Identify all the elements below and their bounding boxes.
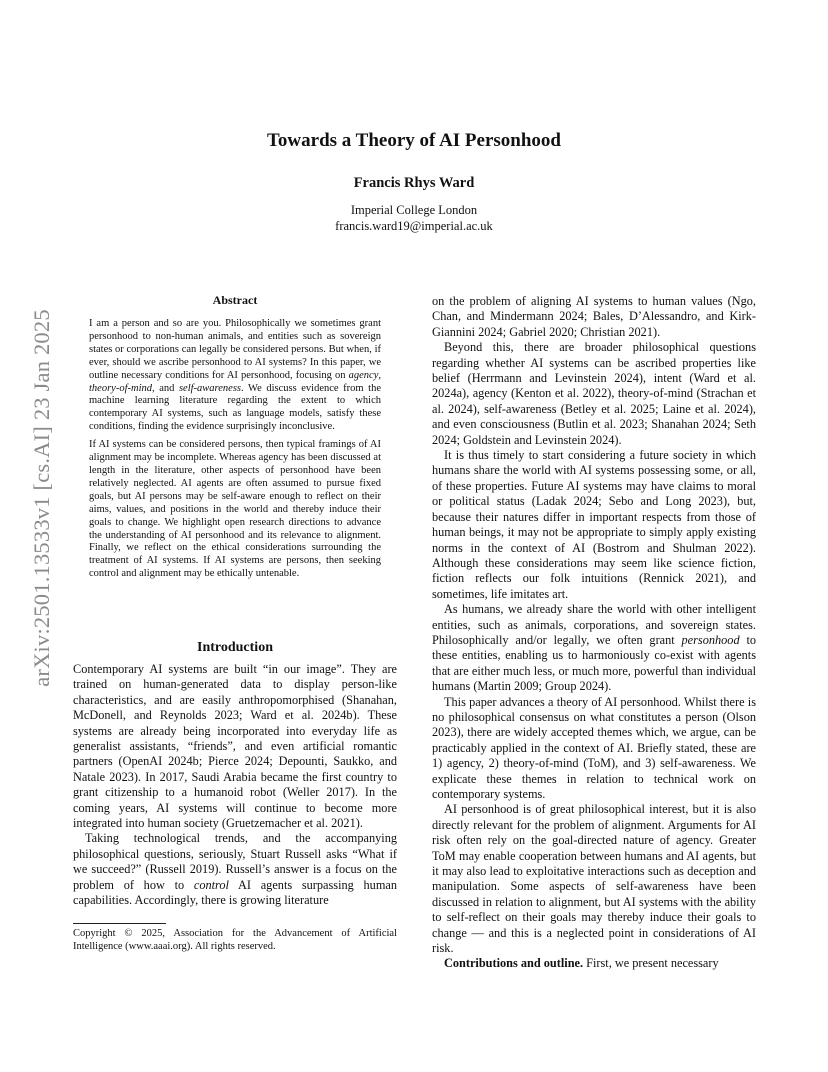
body-paragraph: Contributions and outline. First, we present necessary <box>444 956 719 971</box>
body-paragraph: It is thus timely to start considering a future society in which humans share the world with AI systems possessing some, or all, of these properties. Future AI systems may have claims to moral or political status (Ladak 2024; Sebo and Long 2023), but, because their natures differ in important respects from those of human beings, it may not be appropriate to simply apply existing norms in the context of AI (Bostrom and Shulman 2022). Although these considerations may seem like science fiction, fiction reflects our folk intuitions (Rennick 2021), and sometimes, life imitates art. <box>432 448 756 601</box>
paper-title: Towards a Theory of AI Personhood <box>266 130 562 151</box>
body-paragraph: Beyond this, there are broader philosophical questions regarding whether AI systems can be ascribed properties like belief (Herrmann and Levinstein 2024), intent (Ward et al. 2024a), agency (Kenton et al. 2022), theory-of-mind (Strachan et al. 2024), self-awareness (Betley et al. 2025; Laine et al. 2024), and even consciousness (Butlin et al. 2023; Shanahan 2024; Seth 2024; Goldstein and Levinstein 2024). <box>432 340 756 447</box>
introduction-body <box>73 662 397 909</box>
abstract-heading: Abstract <box>212 293 258 307</box>
affiliation: Imperial College London <box>350 203 478 217</box>
arxiv-sidebar <box>22 268 62 728</box>
body-paragraph: Contemporary AI systems are built “in our image”. They are trained on human-generated data to display person-like characteristics, and are easily anthropomorphised (Shanahan, McDonell, and Reynolds 2023; Ward et al. 2024b). These systems are already being incorporated into everyday life as generalist assistants, “friends”, and even artificial romantic partners (OpenAI 2024b; Pierce 2024; Depounti, Saukko, and Natale 2023). In 2017, Saudi Arabia became the first country to grant citizenship to a humanoid robot (Weller 2017). In the coming years, AI systems will continue to become more integrated into human society (Gruetzemacher et al. 2021). <box>73 662 397 831</box>
copyright-footnote: Copyright © 2025, Association for the Advancement of Artificial Intelligence (www.aaai.org). All rights reserved. <box>73 928 397 952</box>
emphasis: control <box>193 877 229 892</box>
body-paragraph: on the problem of aligning AI systems to human values (Ngo, Chan, and Mindermann 2024; Bales, D’Alessandro, and Kirk-Giannini 2024; Gabriel 2020; Christian 2021). <box>432 294 756 339</box>
section-heading-introduction: Introduction <box>197 640 273 655</box>
footnote-divider <box>73 923 166 924</box>
abstract <box>73 318 397 586</box>
paragraph-run-in-heading: Contributions and outline. <box>444 956 584 971</box>
abstract-paragraph: I am a person and so are you. Philosophically we sometimes grant personhood to non-human animals, and entities such as sovereign states or corporations can legally be considered persons. But when, if ever, should we ascribe personhood to AI systems? In this paper, we outline necessary conditions for AI personhood, focusing on agency, theory-of-mind, and self-awareness. We discuss evidence from the machine learning literature regarding the extent to which contemporary AI systems, such as language models, satisfy these conditions, finding the evidence surprisingly inconclusive. <box>89 318 381 433</box>
arxiv-identifier[interactable]: arXiv:2501.13533v1 [cs.AI] 23 Jan 2025 <box>29 309 55 687</box>
right-column-body <box>432 294 756 972</box>
body-paragraph: This paper advances a theory of AI personhood. Whilst there is no philosophical consensus on what constitutes a person (Olson 2023), there are widely accepted themes which, we argue, can be practicably applied in the context of AI. Briefly stated, these are 1) agency, 2) theory-of-mind (ToM), and 3) self-awareness. We explicate these themes in relation to technical work on contemporary systems. <box>432 694 756 801</box>
author-name: Francis Rhys Ward <box>353 175 475 191</box>
emphasis: personhood <box>681 632 740 647</box>
author-affiliation-block <box>0 202 828 234</box>
body-paragraph: AI personhood is of great philosophical interest, but it is also directly relevant for the problem of alignment. Arguments for AI risk often rely on the goal-directed nature of agency. Greater ToM may enable cooperation between humans and AI agents, but it may also lead to exploitative interactions such as deception and manipulation. Some aspects of self-awareness have been discussed in relation to alignment, but AI systems with the ability to self-reflect on their goals may thereby induce their goals to change — and this is a neglected point in considerations of AI risk. <box>432 802 756 956</box>
body-paragraph: As humans, we already share the world with other intelligent entities, such as animals, corporations, and sovereign states. Philosophically and/or legally, we often grant personhood to these entities, enabling us to harmoniously co-exist with agents that are either much less, or much more, powerful than individual humans (Martin 2009; Group 2024). <box>432 602 757 694</box>
author-email[interactable]: francis.ward19@imperial.ac.uk <box>335 219 493 233</box>
abstract-paragraph: If AI systems can be considered persons, then typical framings of AI alignment may be incomplete. Whereas agency has been discussed at length in the literature, other aspects of personhood have been relatively neglected. AI agents are often assumed to pursue fixed goals, but AI persons may be self-aware enough to reflect on their aims, values, and positions in the world and thereby induce their goals to change. We highlight open research directions to advance the understanding of AI personhood and its relevance to alignment. Finally, we reflect on the ethical considerations surrounding the treatment of AI systems. If AI systems are persons, then seeking control and alignment may be ethically untenable. <box>89 439 381 580</box>
body-paragraph: Taking technological trends, and the accompanying philosophical questions, seriously, Stuart Russell asks “What if we succeed?” (Russell 2019). Russell’s answer is a focus on the problem of how to control AI agents surpassing human capabilities. Accordingly, there is growing literature <box>73 831 397 908</box>
